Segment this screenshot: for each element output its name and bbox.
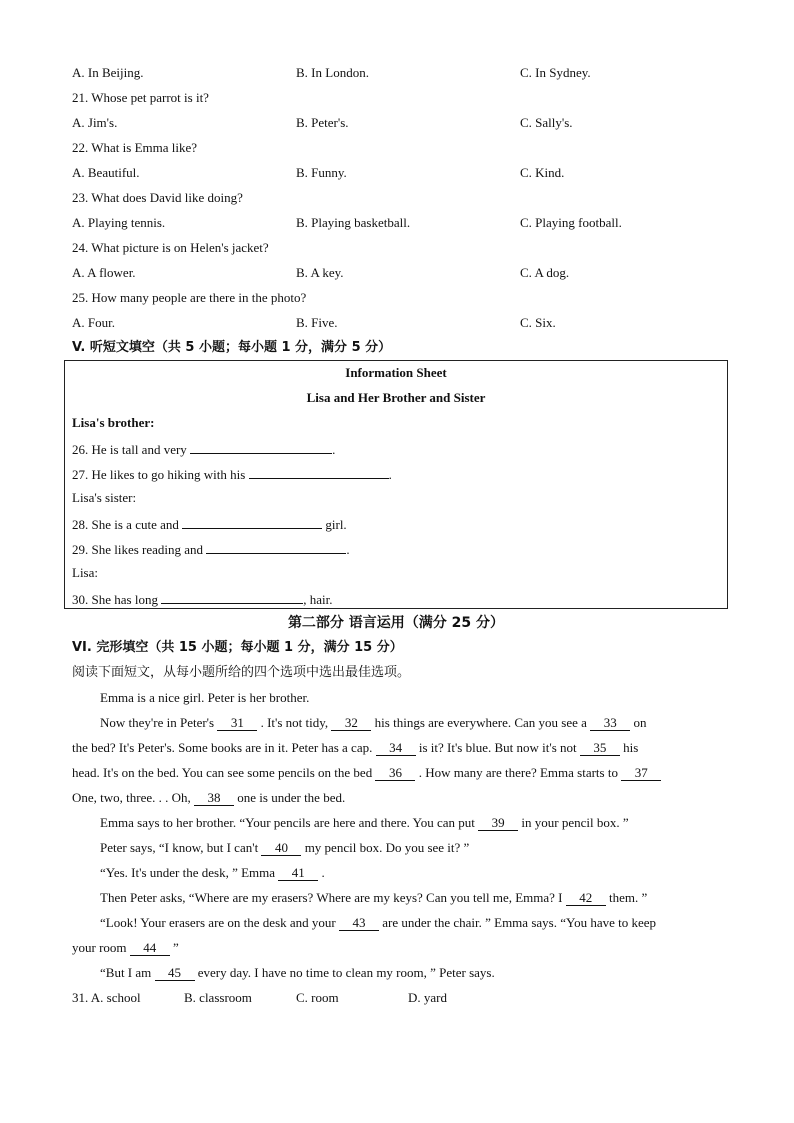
option-a: A. Jim's. <box>72 115 118 130</box>
question-28 <box>72 515 347 533</box>
option-a: A. In Beijing. <box>72 65 144 80</box>
part-2-title: 第二部分 语言运用（满分 25 分） <box>287 615 505 631</box>
blank-40[interactable]: 40 <box>261 841 301 856</box>
answer-blank-30[interactable] <box>161 590 303 604</box>
passage-line-8 <box>100 865 325 881</box>
passage-line-3 <box>72 740 638 756</box>
blank-38[interactable]: 38 <box>194 791 234 806</box>
blank-33[interactable]: 33 <box>590 716 630 731</box>
passage-text: the bed? It's Peter's. Some books are in it. Peter has a cap. <box>72 740 373 755</box>
passage-line-10 <box>100 915 656 931</box>
q28-end: girl. <box>325 517 347 532</box>
blank-35[interactable]: 35 <box>580 741 620 756</box>
passage-text: “Look! Your erasers are on the desk and your <box>100 915 336 930</box>
info-sheet-title: Information Sheet <box>345 365 447 380</box>
answer-blank-26[interactable] <box>190 440 332 454</box>
blank-36[interactable]: 36 <box>375 766 415 781</box>
blank-42[interactable]: 42 <box>566 891 606 906</box>
info-sheet-subtitle: Lisa and Her Brother and Sister <box>306 390 486 405</box>
passage-line-5 <box>72 790 345 806</box>
passage-text: one is under the bed. <box>237 790 346 805</box>
passage-text: every day. I have no time to clean my room, ” Peter says. <box>197 965 495 980</box>
option-b: B. In London. <box>296 65 369 80</box>
option-b: B. Five. <box>296 315 338 330</box>
question-22: 22. What is Emma like? <box>72 140 198 155</box>
passage-line-12 <box>100 965 495 981</box>
answer-blank-28[interactable] <box>182 515 322 529</box>
option-b: B. A key. <box>296 265 344 280</box>
passage-text: his <box>623 740 639 755</box>
blank-34[interactable]: 34 <box>376 741 416 756</box>
answer-blank-29[interactable] <box>206 540 346 554</box>
option-c: C. In Sydney. <box>520 65 591 80</box>
q26-end: . <box>332 442 336 457</box>
passage-text: Then Peter asks, “Where are my erasers? Where are my keys? Can you tell me, Emma? I <box>100 890 563 905</box>
option-b: B. Funny. <box>296 165 347 180</box>
option-b: B. Peter's. <box>296 115 349 130</box>
passage-text: my pencil box. Do you see it? ” <box>304 840 470 855</box>
section-5-heading: V. 听短文填空（共 5 小题；每小题 1 分，满分 5 分） <box>72 340 392 355</box>
brother-label: Lisa's brother: <box>72 415 155 430</box>
option-a: A. Beautiful. <box>72 165 140 180</box>
passage-text: Now they're in Peter's <box>100 715 215 730</box>
q30-end: , hair. <box>303 592 333 607</box>
passage-text: Emma says to her brother. “Your pencils are here and there. You can put <box>100 815 475 830</box>
answer-blank-27[interactable] <box>249 465 389 479</box>
passage-text: ” <box>173 940 179 955</box>
passage-text: Peter says, “I know, but I can't <box>100 840 259 855</box>
passage-text: “Yes. It's under the desk, ” Emma <box>100 865 276 880</box>
q31-option-a: 31. A. school <box>72 990 141 1005</box>
passage-line-4 <box>72 765 661 781</box>
option-c: C. Kind. <box>520 165 565 180</box>
question-29 <box>72 540 350 558</box>
passage-line-9 <box>100 890 647 906</box>
option-c: C. Six. <box>520 315 556 330</box>
question-21: 21. Whose pet parrot is it? <box>72 90 209 105</box>
passage-text: them. ” <box>609 890 648 905</box>
blank-44[interactable]: 44 <box>130 941 170 956</box>
option-a: A. Playing tennis. <box>72 215 166 230</box>
q31-option-b: B. classroom <box>184 990 252 1005</box>
passage-text: head. It's on the bed. You can see some pencils on the bed <box>72 765 373 780</box>
passage-line-7 <box>100 840 469 856</box>
section-6-heading: VI. 完形填空（共 15 小题；每小题 1 分，满分 15 分） <box>72 640 403 655</box>
blank-43[interactable]: 43 <box>339 916 379 931</box>
q27-end: . <box>388 467 392 482</box>
sister-label: Lisa's sister: <box>72 490 137 505</box>
question-27 <box>72 465 392 483</box>
q26-text: 26. He is tall and very <box>72 442 187 457</box>
option-b: B. Playing basketball. <box>296 215 411 230</box>
passage-text: “But I am <box>100 965 152 980</box>
q31-option-c: C. room <box>296 990 339 1005</box>
q30-text: 30. She has long <box>72 592 158 607</box>
passage-text: your room <box>72 940 127 955</box>
passage-text: in your pencil box. ” <box>521 815 629 830</box>
passage-text: are under the chair. ” Emma says. “You have to keep <box>382 915 657 930</box>
passage-text: . How many are there? Emma starts to <box>418 765 618 780</box>
option-c: C. A dog. <box>520 265 570 280</box>
question-30 <box>72 590 332 608</box>
passage-line-6 <box>100 815 629 831</box>
blank-37[interactable]: 37 <box>621 766 661 781</box>
blank-41[interactable]: 41 <box>278 866 318 881</box>
passage-text: his things are everywhere. Can you see a <box>374 715 587 730</box>
q27-text: 27. He likes to go hiking with his <box>72 467 246 482</box>
passage-line-11 <box>72 940 179 956</box>
q28-text: 28. She is a cute and <box>72 517 179 532</box>
option-a: A. A flower. <box>72 265 136 280</box>
lisa-label: Lisa: <box>72 565 98 580</box>
question-26 <box>72 440 335 458</box>
option-c: C. Playing football. <box>520 215 622 230</box>
question-23: 23. What does David like doing? <box>72 190 243 205</box>
question-24: 24. What picture is on Helen's jacket? <box>72 240 269 255</box>
question-25: 25. How many people are there in the photo? <box>72 290 307 305</box>
blank-31[interactable]: 31 <box>217 716 257 731</box>
passage-text: . It's not tidy, <box>260 715 329 730</box>
passage-text: One, two, three. . . Oh, <box>72 790 191 805</box>
option-c: C. Sally's. <box>520 115 573 130</box>
passage-line-2 <box>100 715 646 731</box>
blank-32[interactable]: 32 <box>331 716 371 731</box>
section-6-instruction: 阅读下面短文，从每小题所给的四个选项中选出最佳选项。 <box>72 665 411 680</box>
passage-line-1: Emma is a nice girl. Peter is her brother. <box>100 690 310 705</box>
q29-end: . <box>346 542 350 557</box>
passage-text: . <box>321 865 325 880</box>
blank-45[interactable]: 45 <box>155 966 195 981</box>
q29-text: 29. She likes reading and <box>72 542 204 557</box>
option-a: A. Four. <box>72 315 115 330</box>
q31-option-d: D. yard <box>408 990 447 1005</box>
passage-text: is it? It's blue. But now it's not <box>418 740 577 755</box>
passage-text: on <box>633 715 647 730</box>
blank-39[interactable]: 39 <box>478 816 518 831</box>
